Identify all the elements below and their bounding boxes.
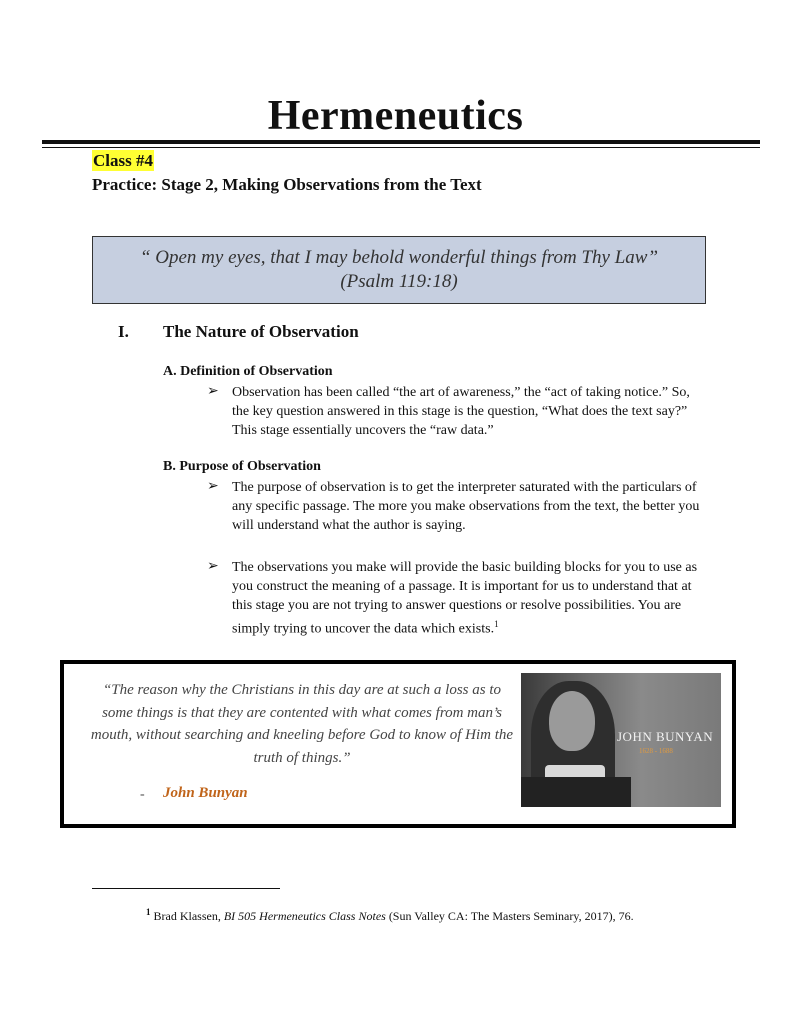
portrait-face — [549, 691, 595, 751]
verse-box — [92, 236, 706, 304]
quote-dash: - — [140, 787, 145, 802]
footnote-reference: 1 — [494, 619, 499, 629]
arrow-bullet-icon: ➢ — [207, 384, 219, 399]
footnote-book-title: BI 505 Hermeneutics Class Notes — [223, 909, 386, 923]
quote-text: “The reason why the Christians in this day are at such a loss as to some things is that they are contented with what comes from man’s mouth, without searching and kneeling before God to know of Him the truth of things.” — [90, 682, 514, 766]
practice-heading: Practice: Stage 2, Making Observations from the Text — [92, 175, 482, 194]
quote-author: John Bunyan — [163, 785, 248, 801]
footnote-author: Brad Klassen, — [153, 909, 224, 923]
class-label: Class #4 — [93, 151, 153, 170]
bullet-text: Observation has been called “the art of awareness,” the “act of taking notice.” So, the key question answered in this stage is the question, “What does the text say?” This stage essentially uncovers the “raw data.” — [232, 385, 690, 438]
portrait-name: JOHN BUNYAN — [617, 729, 714, 744]
portrait-dates: 1628 - 1688 — [639, 747, 673, 755]
footnote-publication: (Sun Valley CA: The Masters Seminary, 2017), 76. — [385, 909, 634, 923]
bullet-text-content: The observations you make will provide the basic building blocks for you to use as you construct the meaning of a passage. It is important for us to understand that at this stage you are not trying to answer questions or resolve possibilities. You are simply trying to uncover the data which exists. — [232, 560, 698, 637]
subsection-heading-definition: A. Definition of Observation — [163, 364, 333, 379]
document-title: Hermeneutics — [267, 93, 524, 139]
verse-text: “ Open my eyes, that I may behold wonderful things from Thy Law” — [139, 247, 659, 268]
arrow-bullet-icon: ➢ — [207, 479, 219, 494]
title-rule-thick — [42, 140, 760, 144]
verse-reference: (Psalm 119:18) — [340, 271, 458, 292]
footnote-rule — [92, 888, 280, 889]
subsection-heading-purpose: B. Purpose of Observation — [163, 459, 321, 474]
section-number: I. — [118, 322, 129, 341]
section-title: The Nature of Observation — [163, 322, 359, 341]
bullet-text — [232, 558, 702, 639]
john-bunyan-portrait — [521, 673, 721, 807]
arrow-bullet-icon: ➢ — [207, 559, 219, 574]
title-rule-thin — [42, 147, 760, 148]
bullet-text: The purpose of observation is to get the interpreter saturated with the particulars of any specific passage. The more you make observations from the text, the better you will understand what the author is saying. — [232, 480, 700, 533]
footnote-number: 1 — [146, 907, 151, 917]
footnote — [146, 904, 634, 924]
portrait-coat — [521, 777, 631, 807]
